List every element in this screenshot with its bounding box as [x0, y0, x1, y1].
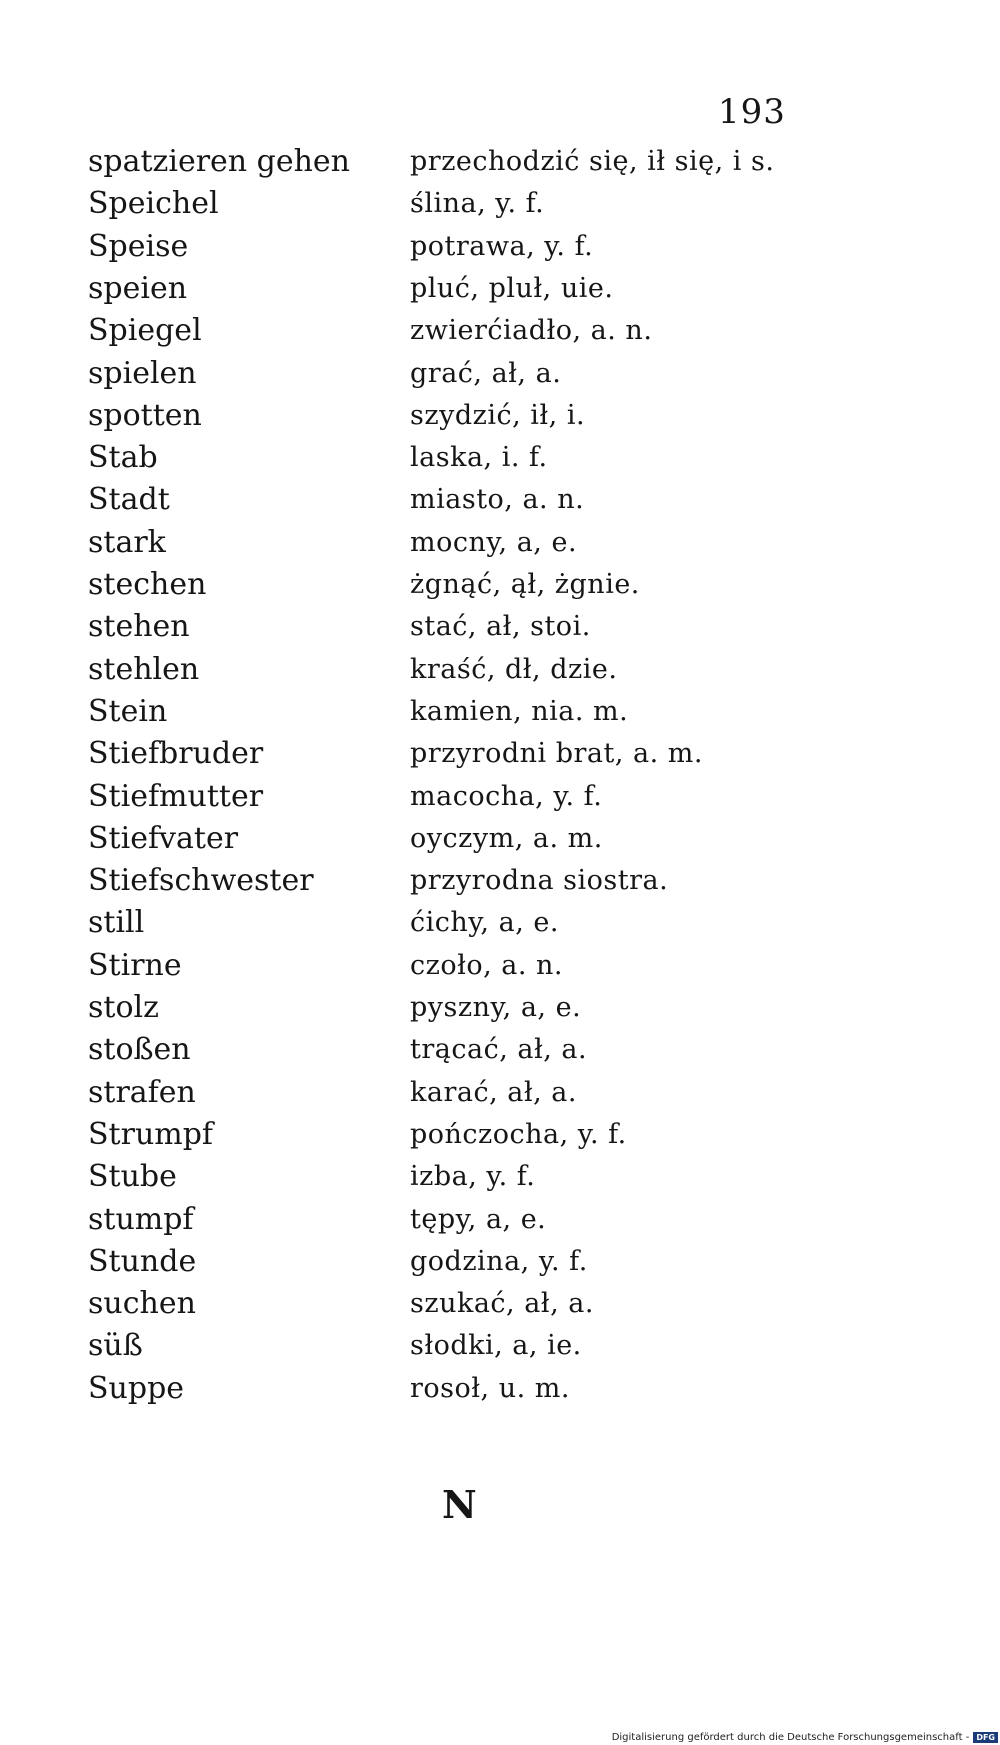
- polish-translation: stać, ał, stoi.: [410, 611, 591, 643]
- polish-translation: przyrodna siostra.: [410, 865, 669, 897]
- polish-translation: czoło, a. n.: [410, 949, 564, 981]
- german-headword: Stirne: [88, 947, 182, 983]
- polish-translation: trącać, ał, a.: [410, 1034, 588, 1066]
- german-headword: Stadt: [88, 482, 170, 518]
- german-headword: suchen: [88, 1286, 196, 1322]
- german-headword: Stiefvater: [88, 820, 239, 856]
- entry-row: [0, 480, 1000, 522]
- entry-row: [0, 227, 1000, 269]
- polish-translation: laska, i. f.: [410, 442, 548, 474]
- german-headword: stumpf: [88, 1201, 194, 1237]
- german-headword: Stube: [88, 1159, 177, 1195]
- polish-translation: rosoł, u. m.: [410, 1372, 570, 1404]
- entry-row: [0, 988, 1000, 1030]
- polish-translation: izba, y. f.: [410, 1161, 536, 1193]
- polish-translation: pończocha, y. f.: [410, 1118, 627, 1150]
- german-headword: Stab: [88, 440, 158, 476]
- entry-row: [0, 607, 1000, 649]
- polish-translation: zwierćiadło, a. n.: [410, 315, 653, 347]
- german-headword: Spiegel: [88, 313, 202, 349]
- polish-translation: ćichy, a, e.: [410, 907, 559, 939]
- polish-translation: miasto, a. n.: [410, 484, 585, 516]
- polish-translation: przyrodni brat, a. m.: [410, 738, 703, 770]
- german-headword: stolz: [88, 990, 159, 1025]
- entry-row: [0, 1242, 1000, 1284]
- entry-row: [0, 1326, 1000, 1368]
- polish-translation: słodki, a, ie.: [410, 1330, 582, 1362]
- german-headword: Stiefmutter: [88, 778, 264, 814]
- german-headword: Stein: [88, 693, 168, 729]
- dfg-logo: DFG: [973, 1732, 998, 1743]
- polish-translation: kamien, nia. m.: [410, 695, 629, 727]
- german-headword: stark: [88, 524, 166, 560]
- entry-row: [0, 1369, 1000, 1411]
- german-headword: Stunde: [88, 1243, 197, 1279]
- polish-translation: szukać, ał, a.: [410, 1288, 594, 1320]
- entry-row: [0, 903, 1000, 945]
- entry-row: [0, 1284, 1000, 1326]
- german-headword: stehen: [88, 609, 190, 645]
- polish-translation: karać, ał, a.: [410, 1076, 577, 1108]
- german-headword: Stiefbruder: [88, 736, 264, 772]
- entry-row: [0, 777, 1000, 819]
- entry-row: [0, 819, 1000, 861]
- entry-row: [0, 1030, 1000, 1072]
- german-headword: Stiefschwester: [88, 863, 314, 899]
- entry-row: [0, 396, 1000, 438]
- polish-translation: ślina, y. f.: [410, 188, 545, 220]
- polish-translation: żgnąć, ął, żgnie.: [410, 569, 640, 600]
- polish-translation: szydzić, ił, i.: [410, 399, 586, 431]
- entry-row: [0, 650, 1000, 692]
- digitization-footer: [0, 1732, 1000, 1743]
- entry-row: [0, 734, 1000, 776]
- german-headword: stechen: [88, 567, 207, 602]
- german-headword: speien: [88, 270, 188, 306]
- german-headword: süß: [88, 1328, 143, 1364]
- entry-row: [0, 1157, 1000, 1199]
- polish-translation: godzina, y. f.: [410, 1245, 588, 1277]
- german-headword: Strumpf: [88, 1116, 214, 1152]
- entry-row: [0, 438, 1000, 480]
- polish-translation: pyszny, a, e.: [410, 992, 582, 1023]
- entry-row: [0, 565, 1000, 607]
- polish-translation: grać, ał, a.: [410, 357, 562, 389]
- polish-translation: mocny, a, e.: [410, 526, 578, 558]
- entry-row: [0, 354, 1000, 396]
- entry-row: [0, 311, 1000, 353]
- footer-text: Digitalisierung gefördert durch die Deutsche Forschungsgemeinschaft -: [611, 1732, 970, 1743]
- german-headword: Speichel: [88, 186, 219, 222]
- entry-row: [0, 861, 1000, 903]
- german-headword: stoßen: [88, 1032, 191, 1068]
- entry-row: [0, 692, 1000, 734]
- entry-row: [0, 523, 1000, 565]
- polish-translation: tępy, a, e.: [410, 1203, 547, 1235]
- entry-row: [0, 1115, 1000, 1157]
- german-headword: still: [88, 905, 145, 941]
- polish-translation: potrawa, y. f.: [410, 230, 594, 262]
- german-headword: spatzieren gehen: [88, 144, 351, 179]
- polish-translation: kraść, dł, dzie.: [410, 653, 618, 685]
- german-headword: strafen: [88, 1074, 196, 1110]
- entry-row: [0, 184, 1000, 226]
- entry-row: [0, 269, 1000, 311]
- catchword: N: [442, 1482, 477, 1527]
- polish-translation: oyczym, a. m.: [410, 822, 603, 854]
- polish-translation: pluć, pluł, uie.: [410, 272, 614, 304]
- german-headword: stehlen: [88, 651, 200, 687]
- german-headword: spotten: [88, 397, 202, 433]
- german-headword: spielen: [88, 355, 197, 391]
- polish-translation: macocha, y. f.: [410, 780, 603, 812]
- entry-row: [0, 1073, 1000, 1115]
- german-headword: Suppe: [88, 1370, 185, 1406]
- entry-row: [0, 946, 1000, 988]
- polish-translation: przechodzić się, ił się, i s.: [410, 146, 775, 177]
- page-number: 193: [718, 92, 786, 132]
- entry-row: [0, 142, 1000, 184]
- german-headword: Speise: [88, 228, 189, 264]
- entry-row: [0, 1200, 1000, 1242]
